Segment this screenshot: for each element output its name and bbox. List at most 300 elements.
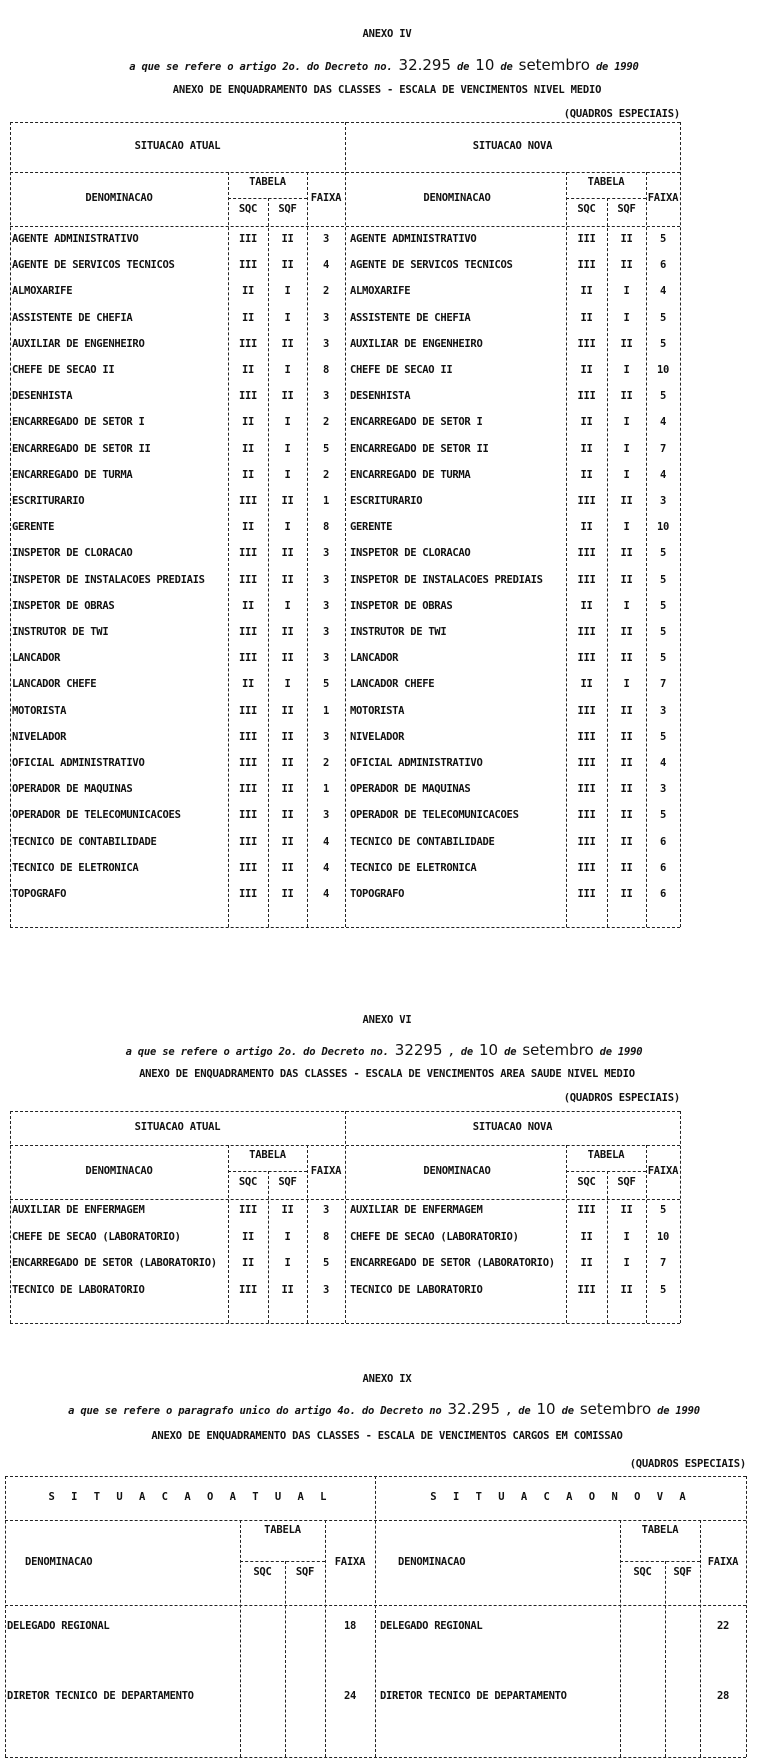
row-denominacao-nova: DELEGADO REGIONAL — [380, 1620, 483, 1632]
row-faixa-nova: 5 — [659, 233, 667, 245]
decree-number: 32.295 — [398, 56, 452, 74]
row-faixa-atual: 3 — [322, 573, 330, 586]
decree-number: 32.295 — [447, 1400, 500, 1418]
column-header-sqc: SQC — [238, 1175, 258, 1188]
row-sqc-nova: II — [580, 599, 593, 612]
row-sqf-nova: II — [620, 573, 633, 586]
row-denominacao-nova: GERENTE — [350, 521, 393, 534]
row-denominacao-atual: NIVELADOR — [12, 730, 67, 743]
row-sqc-atual: III — [238, 757, 258, 769]
row-sqf-atual: II — [281, 573, 294, 586]
row-sqf-atual: II — [281, 652, 294, 665]
row-denominacao-atual: ENCARREGADO DE SETOR (LABORATORIO) — [12, 1257, 217, 1269]
ref-de: , de — [506, 1405, 531, 1417]
row-faixa-atual: 1 — [322, 495, 330, 507]
row-denominacao-nova: LANCADOR — [350, 652, 399, 665]
row-denominacao-nova: INSTRUTOR DE TWI — [350, 626, 447, 638]
row-sqf-atual: II — [281, 495, 294, 507]
decree-year: 1990 — [617, 1046, 643, 1058]
row-faixa-nova: 4 — [659, 468, 667, 481]
row-sqc-nova: III — [577, 835, 596, 848]
row-denominacao-nova: LANCADOR CHEFE — [350, 678, 435, 691]
row-sqc-atual: III — [238, 809, 258, 822]
column-header-tabela: TABELA — [249, 176, 286, 188]
row-sqf-nova: II — [620, 888, 633, 900]
row-sqc-atual: III — [238, 888, 258, 900]
section-header-nova: SITUACAO NOVA — [472, 140, 553, 152]
column-header-sqf: SQF — [278, 202, 297, 215]
tabela-rule — [566, 1171, 646, 1172]
row-sqc-nova: III — [577, 573, 596, 586]
row-sqf-nova: II — [620, 652, 633, 665]
row-sqc-atual: III — [238, 730, 258, 743]
column-header-faixa: FAIXA — [647, 1165, 679, 1177]
row-sqc-atual: II — [241, 1230, 255, 1243]
row-denominacao-atual: ASSISTENTE DE CHEFIA — [12, 311, 133, 324]
row-sqc-nova: III — [577, 783, 596, 796]
row-faixa-nova: 5 — [659, 599, 667, 612]
quadros-label: (QUADROS ESPECIAIS) — [563, 108, 680, 120]
table-border-left — [10, 122, 11, 927]
ref-prefix: a que se refere o paragrafo unico do artigo 4o. do Decreto no — [68, 1405, 442, 1417]
row-faixa-atual: 3 — [322, 809, 330, 822]
table-divider-middle — [345, 1111, 346, 1323]
ref-prefix: a que se refere o artigo 2o. do Decreto no. — [125, 1046, 389, 1058]
row-sqf-nova: II — [620, 626, 633, 638]
row-sqf-nova: I — [623, 1257, 630, 1269]
row-denominacao-atual: CHEFE DE SECAO (LABORATORIO) — [12, 1230, 181, 1243]
row-faixa-atual: 3 — [322, 311, 330, 324]
row-faixa-nova: 4 — [659, 416, 667, 429]
row-sqf-atual: I — [284, 442, 291, 455]
row-faixa-nova: 3 — [659, 495, 667, 507]
row-sqf-atual: II — [281, 704, 294, 717]
row-sqc-nova: III — [577, 704, 596, 717]
row-faixa-nova: 5 — [659, 390, 667, 403]
row-denominacao-nova: CHEFE DE SECAO (LABORATORIO) — [350, 1230, 519, 1243]
row-sqc-nova: II — [580, 521, 593, 534]
row-sqf-atual: II — [281, 1283, 294, 1296]
row-sqc-nova: II — [580, 678, 593, 691]
row-sqf-nova: I — [623, 311, 630, 324]
row-sqc-atual: II — [241, 285, 255, 298]
row-faixa-nova: 5 — [659, 337, 667, 350]
row-denominacao-atual: OFICIAL ADMINISTRATIVO — [12, 757, 145, 769]
section-header-nova: SITUACAO NOVA — [472, 1121, 553, 1133]
row-denominacao-nova: AGENTE DE SERVICOS TECNICOS — [350, 259, 513, 272]
row-denominacao-nova: OPERADOR DE TELECOMUNICACOES — [350, 809, 519, 822]
row-sqc-nova: III — [577, 809, 596, 822]
tabela-rule — [566, 198, 646, 199]
row-sqc-atual: III — [238, 259, 258, 272]
row-denominacao-nova: AUXILIAR DE ENGENHEIRO — [350, 337, 483, 350]
row-denominacao-nova: ALMOXARIFE — [350, 285, 411, 298]
row-denominacao-atual: INSPETOR DE CLORACAO — [12, 547, 133, 560]
column-header-denominacao: DENOMINACAO — [423, 192, 491, 204]
row-sqf-atual: II — [281, 809, 294, 822]
row-denominacao-nova: TOPOGRAFO — [350, 888, 405, 900]
row-sqc-nova: III — [577, 337, 596, 350]
row-denominacao-atual: LANCADOR CHEFE — [12, 678, 97, 691]
row-sqf-atual: I — [284, 364, 291, 376]
row-sqc-nova: III — [577, 1204, 596, 1216]
ref-de: de — [457, 61, 470, 73]
row-denominacao-nova: OPERADOR DE MAQUINAS — [350, 783, 471, 796]
row-sqc-atual: III — [238, 704, 258, 717]
row-denominacao-atual: INSPETOR DE INSTALACOES PREDIAIS — [12, 573, 205, 586]
table-rule — [10, 927, 680, 928]
row-sqf-atual: I — [284, 468, 291, 481]
column-header-faixa: FAIXA — [334, 1555, 366, 1568]
column-header-tabela: TABELA — [249, 1149, 286, 1161]
row-sqf-atual: II — [281, 888, 294, 900]
row-sqf-nova: II — [620, 547, 633, 560]
row-sqc-nova: III — [577, 259, 596, 272]
column-header-sqf: SQF — [617, 1175, 636, 1188]
row-denominacao-atual: OPERADOR DE TELECOMUNICACOES — [12, 809, 181, 822]
row-denominacao-atual: ENCARREGADO DE SETOR II — [12, 442, 151, 455]
row-sqf-nova: II — [620, 783, 633, 796]
row-faixa-nova: 5 — [659, 730, 667, 743]
row-sqf-atual: I — [284, 285, 291, 298]
row-sqc-atual: II — [241, 442, 255, 455]
row-sqc-atual: III — [238, 835, 258, 848]
row-sqf-atual: II — [281, 390, 294, 403]
row-sqf-atual: II — [281, 547, 294, 560]
row-denominacao-nova: AGENTE ADMINISTRATIVO — [350, 233, 477, 245]
row-denominacao-nova: TECNICO DE CONTABILIDADE — [350, 835, 495, 848]
row-faixa-atual: 4 — [322, 888, 330, 900]
tabela-rule — [240, 1561, 325, 1562]
row-faixa-atual: 5 — [322, 678, 330, 691]
column-header-tabela: TABELA — [641, 1524, 679, 1536]
row-sqc-atual: III — [238, 861, 258, 874]
table-divider-middle — [375, 1476, 376, 1757]
row-faixa-atual: 3 — [322, 652, 330, 665]
column-divider — [620, 1520, 621, 1757]
row-sqc-nova: III — [577, 626, 596, 638]
row-faixa-nova: 7 — [659, 678, 667, 691]
row-sqc-nova: II — [580, 416, 593, 429]
row-sqf-nova: II — [620, 390, 633, 403]
row-faixa-atual: 5 — [322, 442, 330, 455]
row-sqf-atual: II — [281, 1204, 294, 1216]
decree-month: setembro — [522, 1041, 594, 1059]
row-denominacao-nova: NIVELADOR — [350, 730, 405, 743]
decree-month: setembro — [579, 1400, 652, 1418]
column-header-denominacao: DENOMINACAO — [85, 192, 153, 204]
row-faixa-nova: 6 — [659, 259, 667, 272]
column-header-sqc: SQC — [633, 1565, 652, 1578]
row-faixa-nova: 7 — [659, 442, 667, 455]
row-sqc-atual: II — [241, 416, 255, 429]
row-sqf-nova: II — [620, 495, 633, 507]
row-sqf-atual: II — [281, 259, 294, 272]
row-denominacao-atual: TECNICO DE CONTABILIDADE — [12, 835, 157, 848]
row-faixa-nova: 5 — [659, 809, 667, 822]
annex-subtitle: ANEXO DE ENQUADRAMENTO DAS CLASSES - ESCALA DE VENCIMENTOS AREA SAUDE NIVEL MEDIO — [139, 1068, 635, 1080]
row-sqc-nova: III — [577, 390, 596, 403]
row-faixa-atual: 2 — [322, 285, 330, 298]
row-denominacao-nova: INSPETOR DE CLORACAO — [350, 547, 471, 560]
row-sqf-nova: I — [623, 285, 630, 298]
column-divider — [607, 1171, 608, 1323]
row-faixa-nova: 6 — [659, 861, 667, 874]
row-faixa-nova: 5 — [659, 652, 667, 665]
row-denominacao-nova: MOTORISTA — [350, 704, 405, 717]
row-faixa-atual: 8 — [322, 364, 330, 376]
decree-year: 1990 — [675, 1405, 700, 1417]
row-sqc-atual: III — [238, 573, 258, 586]
quadros-label: (QUADROS ESPECIAIS) — [563, 1092, 680, 1104]
row-sqc-atual: III — [238, 337, 258, 350]
row-faixa-atual: 3 — [322, 233, 330, 245]
row-sqf-nova: I — [623, 599, 630, 612]
column-header-tabela: TABELA — [264, 1524, 301, 1536]
row-sqf-atual: II — [281, 730, 294, 743]
row-denominacao-nova: CHEFE DE SECAO II — [350, 364, 453, 376]
column-divider — [240, 1520, 241, 1757]
row-faixa-atual: 18 — [343, 1620, 357, 1632]
row-faixa-atual: 2 — [322, 757, 330, 769]
row-faixa-atual: 4 — [322, 835, 330, 848]
row-sqf-nova: II — [620, 835, 633, 848]
row-faixa-atual: 3 — [322, 1204, 330, 1216]
row-faixa-atual: 3 — [322, 626, 330, 638]
row-faixa-nova: 6 — [659, 835, 667, 848]
annex-title: ANEXO IX — [362, 1373, 412, 1385]
column-divider — [268, 1171, 269, 1323]
row-sqf-atual: II — [281, 337, 294, 350]
row-faixa-nova: 6 — [659, 888, 667, 900]
row-denominacao-nova: OFICIAL ADMINISTRATIVO — [350, 757, 483, 769]
annex-title: ANEXO IV — [362, 28, 412, 40]
row-faixa-atual: 3 — [322, 337, 330, 350]
row-denominacao-atual: GERENTE — [12, 521, 55, 534]
row-denominacao-atual: ESCRITURARIO — [12, 495, 85, 507]
row-faixa-nova: 22 — [716, 1620, 730, 1632]
decree-year: 1990 — [614, 61, 639, 73]
row-sqc-nova: III — [577, 757, 596, 769]
row-sqf-nova: II — [620, 809, 633, 822]
ref-de: de — [500, 61, 513, 73]
row-sqc-nova: III — [577, 888, 596, 900]
row-faixa-nova: 10 — [656, 364, 670, 376]
decree-day: 10 — [475, 56, 495, 74]
row-sqc-atual: II — [241, 1257, 255, 1269]
column-divider — [665, 1561, 666, 1757]
row-faixa-nova: 10 — [656, 521, 670, 534]
row-sqc-atual: III — [238, 390, 258, 403]
row-faixa-atual: 3 — [322, 599, 330, 612]
column-header-denominacao: DENOMINACAO — [85, 1165, 153, 1177]
ref-de: de — [561, 1405, 574, 1417]
row-sqf-atual: I — [284, 1230, 291, 1243]
row-sqc-atual: II — [241, 521, 255, 534]
column-header-sqf: SQF — [617, 202, 636, 215]
row-faixa-nova: 5 — [659, 573, 667, 586]
decree-reference — [0, 56, 774, 74]
decree-day: 10 — [479, 1041, 499, 1059]
row-faixa-nova: 3 — [659, 704, 667, 717]
row-faixa-atual: 2 — [322, 468, 330, 481]
row-denominacao-atual: ENCARREGADO DE SETOR I — [12, 416, 145, 429]
row-faixa-nova: 5 — [659, 547, 667, 560]
row-sqc-nova: II — [580, 311, 593, 324]
row-sqc-atual: III — [238, 1283, 258, 1296]
table-border-left — [10, 1111, 11, 1323]
row-sqf-atual: II — [281, 626, 294, 638]
row-faixa-atual: 3 — [322, 1283, 330, 1296]
row-denominacao-nova: ENCARREGADO DE TURMA — [350, 468, 471, 481]
row-faixa-atual: 8 — [322, 521, 330, 534]
row-faixa-nova: 28 — [716, 1690, 730, 1702]
row-sqc-nova: II — [580, 285, 593, 298]
row-denominacao-atual: INSPETOR DE OBRAS — [12, 599, 115, 612]
row-denominacao-nova: ENCARREGADO DE SETOR (LABORATORIO) — [350, 1257, 555, 1269]
row-denominacao-atual: TECNICO DE LABORATORIO — [12, 1283, 145, 1296]
ref-de: , de — [448, 1046, 474, 1058]
row-faixa-atual: 8 — [322, 1230, 330, 1243]
row-sqf-atual: II — [281, 861, 294, 874]
row-sqf-nova: II — [620, 233, 633, 245]
row-faixa-atual: 4 — [322, 259, 330, 272]
row-denominacao-nova: ENCARREGADO DE SETOR II — [350, 442, 489, 455]
decree-month: setembro — [518, 56, 590, 74]
column-header-denominacao: DENOMINACAO — [25, 1555, 93, 1568]
row-sqc-nova: III — [577, 233, 596, 245]
row-sqc-atual: III — [238, 783, 258, 796]
row-denominacao-nova: DESENHISTA — [350, 390, 411, 403]
row-denominacao-nova: TECNICO DE LABORATORIO — [350, 1283, 483, 1296]
row-faixa-atual: 2 — [322, 416, 330, 429]
row-faixa-nova: 10 — [656, 1230, 670, 1243]
row-denominacao-atual: DIRETOR TECNICO DE DEPARTAMENTO — [7, 1690, 194, 1702]
row-faixa-nova: 5 — [659, 1283, 667, 1296]
row-faixa-nova: 5 — [659, 1204, 667, 1216]
row-sqf-nova: II — [620, 704, 633, 717]
row-sqf-atual: I — [284, 599, 291, 612]
row-sqf-nova: II — [620, 1283, 633, 1296]
column-header-denominacao: DENOMINACAO — [398, 1555, 466, 1568]
row-denominacao-atual: DESENHISTA — [12, 390, 73, 403]
row-sqf-nova: I — [623, 416, 630, 429]
row-faixa-nova: 4 — [659, 285, 667, 298]
ref-de: de — [657, 1405, 670, 1417]
row-sqf-nova: I — [623, 521, 630, 534]
row-denominacao-nova: DIRETOR TECNICO DE DEPARTAMENTO — [380, 1690, 567, 1702]
row-denominacao-nova: INSPETOR DE INSTALACOES PREDIAIS — [350, 573, 543, 586]
row-sqc-nova: III — [577, 495, 596, 507]
ref-de: de — [599, 1046, 612, 1058]
row-faixa-nova: 3 — [659, 783, 667, 796]
table-border-right — [680, 1111, 681, 1323]
column-header-sqc: SQC — [577, 202, 596, 215]
row-sqc-nova: II — [580, 468, 593, 481]
row-sqc-nova: III — [577, 547, 596, 560]
row-sqf-nova: II — [620, 757, 633, 769]
column-header-faixa: FAIXA — [310, 1165, 342, 1177]
row-faixa-atual: 3 — [322, 390, 330, 403]
row-sqc-nova: II — [580, 1230, 593, 1243]
row-sqf-nova: II — [620, 337, 633, 350]
row-sqc-atual: II — [241, 678, 255, 691]
row-sqf-nova: II — [620, 730, 633, 743]
annex-subtitle: ANEXO DE ENQUADRAMENTO DAS CLASSES - ESCALA DE VENCIMENTOS CARGOS EM COMISSAO — [151, 1430, 623, 1442]
row-faixa-atual: 3 — [322, 547, 330, 560]
ref-prefix: a que se refere o artigo 2o. do Decreto no. — [129, 61, 393, 73]
column-header-sqf: SQF — [673, 1565, 692, 1578]
row-denominacao-atual: ENCARREGADO DE TURMA — [12, 468, 133, 481]
row-sqf-nova: II — [620, 1204, 633, 1216]
section-header-atual: SITUACAO ATUAL — [134, 140, 221, 152]
row-sqc-nova: III — [577, 652, 596, 665]
column-header-sqc: SQC — [238, 202, 258, 215]
quadros-label: (QUADROS ESPECIAIS) — [629, 1458, 746, 1470]
row-denominacao-nova: AUXILIAR DE ENFERMAGEM — [350, 1204, 483, 1216]
row-sqf-atual: I — [284, 678, 291, 691]
row-sqc-atual: III — [238, 652, 258, 665]
column-header-faixa: FAIXA — [647, 192, 679, 204]
section-header-atual: SITUACAO ATUAL — [134, 1121, 221, 1133]
row-faixa-nova: 5 — [659, 626, 667, 638]
row-sqf-nova: I — [623, 364, 630, 376]
column-header-tabela: TABELA — [587, 1149, 625, 1161]
row-sqf-nova: I — [623, 678, 630, 691]
row-denominacao-nova: ASSISTENTE DE CHEFIA — [350, 311, 471, 324]
annex-title: ANEXO VI — [362, 1014, 412, 1026]
row-denominacao-nova: INSPETOR DE OBRAS — [350, 599, 453, 612]
row-sqf-nova: II — [620, 861, 633, 874]
row-faixa-atual: 4 — [322, 861, 330, 874]
column-header-sqf: SQF — [278, 1175, 297, 1188]
row-denominacao-atual: DELEGADO REGIONAL — [7, 1620, 110, 1632]
tabela-rule — [620, 1561, 700, 1562]
row-faixa-atual: 1 — [322, 783, 330, 796]
row-denominacao-atual: ALMOXARIFE — [12, 285, 73, 298]
row-sqf-atual: I — [284, 416, 291, 429]
table-rule — [10, 1323, 680, 1324]
row-sqc-atual: II — [241, 364, 255, 376]
row-sqc-atual: II — [241, 468, 255, 481]
row-denominacao-nova: TECNICO DE ELETRONICA — [350, 861, 477, 874]
row-faixa-atual: 5 — [322, 1257, 330, 1269]
table-border-right — [680, 122, 681, 927]
row-sqc-nova: II — [580, 364, 593, 376]
row-sqf-atual: II — [281, 233, 294, 245]
decree-reference — [0, 1041, 774, 1059]
row-sqc-nova: II — [580, 442, 593, 455]
decree-day: 10 — [536, 1400, 556, 1418]
row-denominacao-nova: ESCRITURARIO — [350, 495, 423, 507]
column-header-faixa: FAIXA — [310, 192, 342, 204]
column-header-faixa: FAIXA — [707, 1555, 739, 1568]
row-sqc-atual: II — [241, 599, 255, 612]
row-denominacao-atual: INSTRUTOR DE TWI — [12, 626, 109, 638]
row-sqc-atual: III — [238, 626, 258, 638]
row-denominacao-atual: AUXILIAR DE ENFERMAGEM — [12, 1204, 145, 1216]
decree-number: 32295 — [394, 1041, 443, 1059]
row-sqf-atual: I — [284, 1257, 291, 1269]
column-header-denominacao: DENOMINACAO — [423, 1165, 491, 1177]
row-sqf-nova: II — [620, 259, 633, 272]
row-sqc-nova: III — [577, 730, 596, 743]
decree-reference — [0, 1400, 774, 1418]
row-sqc-atual: III — [238, 495, 258, 507]
row-sqf-atual: II — [281, 757, 294, 769]
row-denominacao-atual: OPERADOR DE MAQUINAS — [12, 783, 133, 796]
row-sqc-nova: II — [580, 1257, 593, 1269]
